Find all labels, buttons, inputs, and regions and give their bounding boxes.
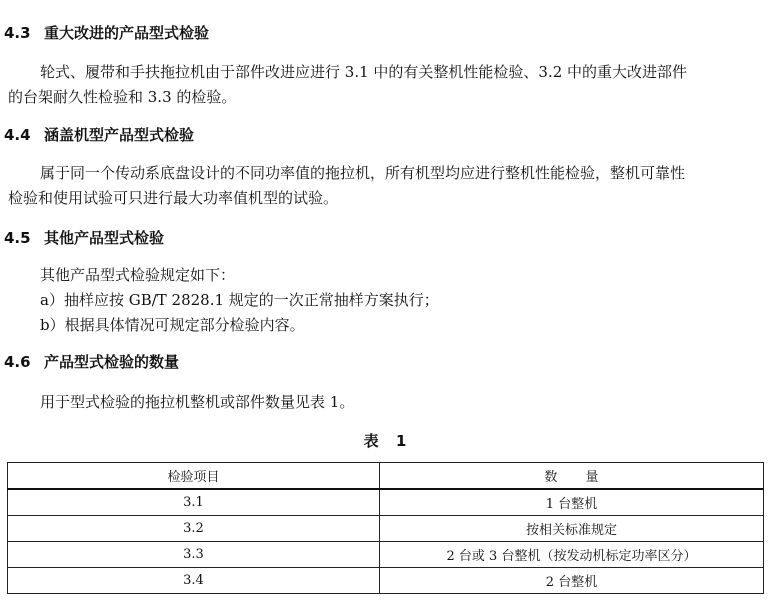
table-cell: 3.3 — [8, 542, 380, 568]
section-number: 4.5 — [4, 229, 31, 247]
section-heading-4-3 — [4, 22, 209, 44]
column-header: 数 量 — [380, 463, 764, 490]
section-heading-4-4 — [4, 124, 194, 146]
list-item-a: a）抽样应按 GB/T 2828.1 规定的一次正常抽样方案执行； — [40, 291, 439, 309]
table-cell: 1 台整机 — [380, 489, 764, 516]
paragraph-line: 其他产品型式检验规定如下： — [40, 266, 236, 284]
paragraph-line: 属于同一个传动系底盘设计的不同功率值的拖拉机，所有机型均应进行整机性能检验，整机可靠性 — [40, 164, 686, 182]
section-number: 4.4 — [4, 126, 31, 144]
table-cell: 2 台或 3 台整机（按发动机标定功率区分） — [380, 542, 764, 568]
section-title: 重大改进的产品型式检验 — [44, 24, 210, 42]
section-heading-4-5 — [4, 227, 164, 249]
table-cell: 2 台整机 — [380, 568, 764, 594]
table-row — [8, 568, 764, 594]
column-header: 检验项目 — [8, 463, 380, 490]
inspection-quantity-table — [7, 462, 764, 594]
section-title: 产品型式检验的数量 — [44, 353, 180, 371]
table-row — [8, 489, 764, 516]
paragraph-line: 的台架耐久性检验和 3.3 的检验。 — [8, 88, 237, 106]
paragraph-line: 轮式、履带和手扶拖拉机由于部件改进应进行 3.1 中的有关整机性能检验、3.2 中的重大改进部件 — [40, 63, 688, 81]
section-number: 4.3 — [4, 24, 31, 42]
section-heading-4-6 — [4, 351, 179, 373]
table-row — [8, 542, 764, 568]
table-caption: 表 1 — [363, 432, 407, 450]
paragraph-line: 检验和使用试验可只进行最大功率值机型的试验。 — [8, 189, 339, 207]
table-header-row — [8, 463, 764, 490]
table-cell: 3.4 — [8, 568, 380, 594]
table-row — [8, 516, 764, 542]
table-cell: 按相关标准规定 — [380, 516, 764, 542]
paragraph-line: 用于型式检验的拖拉机整机或部件数量见表 1。 — [40, 393, 355, 411]
list-item-b: b）根据具体情况可规定部分检验内容。 — [40, 316, 305, 334]
section-number: 4.6 — [4, 353, 31, 371]
section-title: 其他产品型式检验 — [44, 229, 165, 247]
table-cell: 3.1 — [8, 489, 380, 516]
table-cell: 3.2 — [8, 516, 380, 542]
section-title: 涵盖机型产品型式检验 — [44, 126, 195, 144]
